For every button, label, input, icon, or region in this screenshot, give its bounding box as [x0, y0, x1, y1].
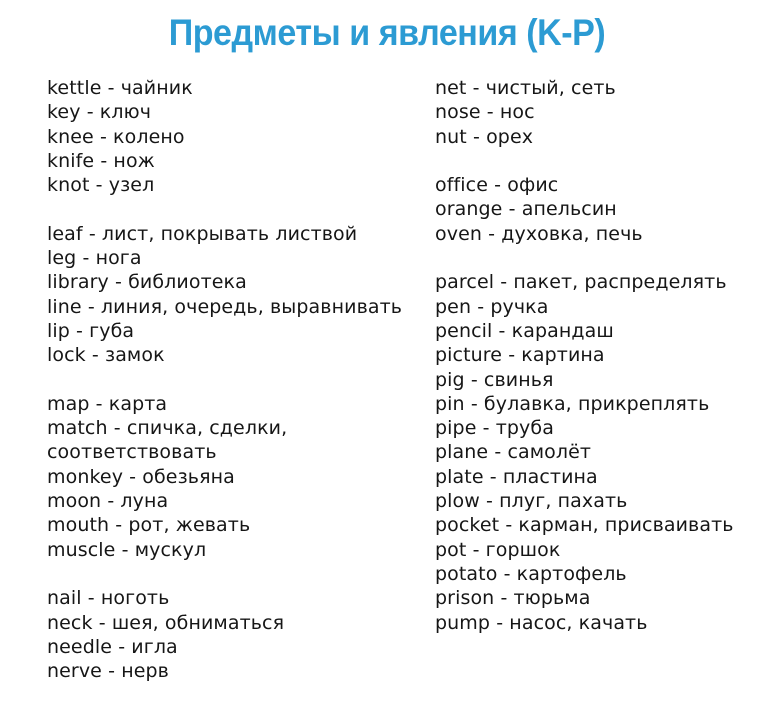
vocab-entry: knife - нож [47, 149, 155, 172]
group-spacer [435, 149, 734, 173]
vocab-entry: monkey - обезьяна [47, 465, 235, 488]
vocab-entry: plow - плуг, пахать [435, 490, 628, 513]
vocab-entry: parcel - пакет, распределять [435, 271, 727, 294]
vocab-entry: prison - тюрьма [435, 587, 591, 610]
vocab-entry: muscle - мускул [47, 538, 207, 561]
vocab-entry: nut - орех [435, 125, 534, 148]
vocab-entry: kettle - чайник [47, 77, 193, 99]
left-word-column [47, 76, 402, 683]
group-spacer [435, 246, 734, 270]
vocab-entry: nail - ноготь [47, 587, 170, 610]
page-title: Предметы и явления (K-P) [168, 12, 606, 53]
vocab-entry: orange - апельсин [435, 198, 617, 221]
vocab-entry: map - карта [47, 392, 168, 415]
vocab-entry: potato - картофель [435, 562, 627, 585]
vocab-entry: lip - губа [47, 319, 135, 342]
vocab-entry: key - ключ [47, 101, 152, 124]
group-spacer [47, 197, 402, 221]
group-spacer [47, 562, 402, 586]
vocab-entry: picture - картина [435, 344, 605, 367]
vocab-entry: lock - замок [47, 344, 165, 367]
group-spacer [47, 368, 402, 392]
vocab-entry: oven - духовка, печь [435, 222, 643, 245]
vocab-entry: pocket - карман, присваивать [435, 514, 734, 537]
vocab-entry: knee - колено [47, 125, 185, 148]
vocab-entry: leg - нога [47, 247, 142, 270]
vocab-entry: neck - шея, обниматься [47, 611, 285, 634]
vocab-entry: pen - ручка [435, 295, 549, 318]
vocab-entry: plate - пластина [435, 465, 598, 488]
vocab-entry: nerve - нерв [47, 660, 169, 683]
vocab-entry: moon - луна [47, 490, 169, 513]
vocab-entry: pot - горшок [435, 538, 561, 561]
vocab-entry: nose - нос [435, 101, 535, 124]
vocab-entry: needle - игла [47, 635, 178, 658]
vocab-entry: соответствовать [47, 441, 217, 464]
vocab-entry: knot - узел [47, 174, 155, 197]
vocab-entry: pencil - карандаш [435, 319, 614, 342]
vocab-entry: pump - насос, качать [435, 611, 648, 634]
vocab-entry: office - офис [435, 174, 559, 197]
vocab-entry: pig - свинья [435, 368, 554, 391]
vocab-entry: leaf - лист, покрывать листвой [47, 222, 358, 245]
right-word-column [435, 76, 734, 635]
vocab-entry: pipe - труба [435, 417, 554, 440]
vocab-entry: plane - самолёт [435, 441, 592, 464]
vocab-entry: pin - булавка, прикреплять [435, 392, 710, 415]
vocab-entry: match - спичка, сделки, [47, 417, 288, 440]
vocab-entry: mouth - рот, жевать [47, 514, 251, 537]
vocab-entry: net - чистый, сеть [435, 77, 616, 99]
vocab-entry: line - линия, очередь, выравнивать [47, 295, 403, 318]
vocab-entry: library - библиотека [47, 271, 247, 294]
